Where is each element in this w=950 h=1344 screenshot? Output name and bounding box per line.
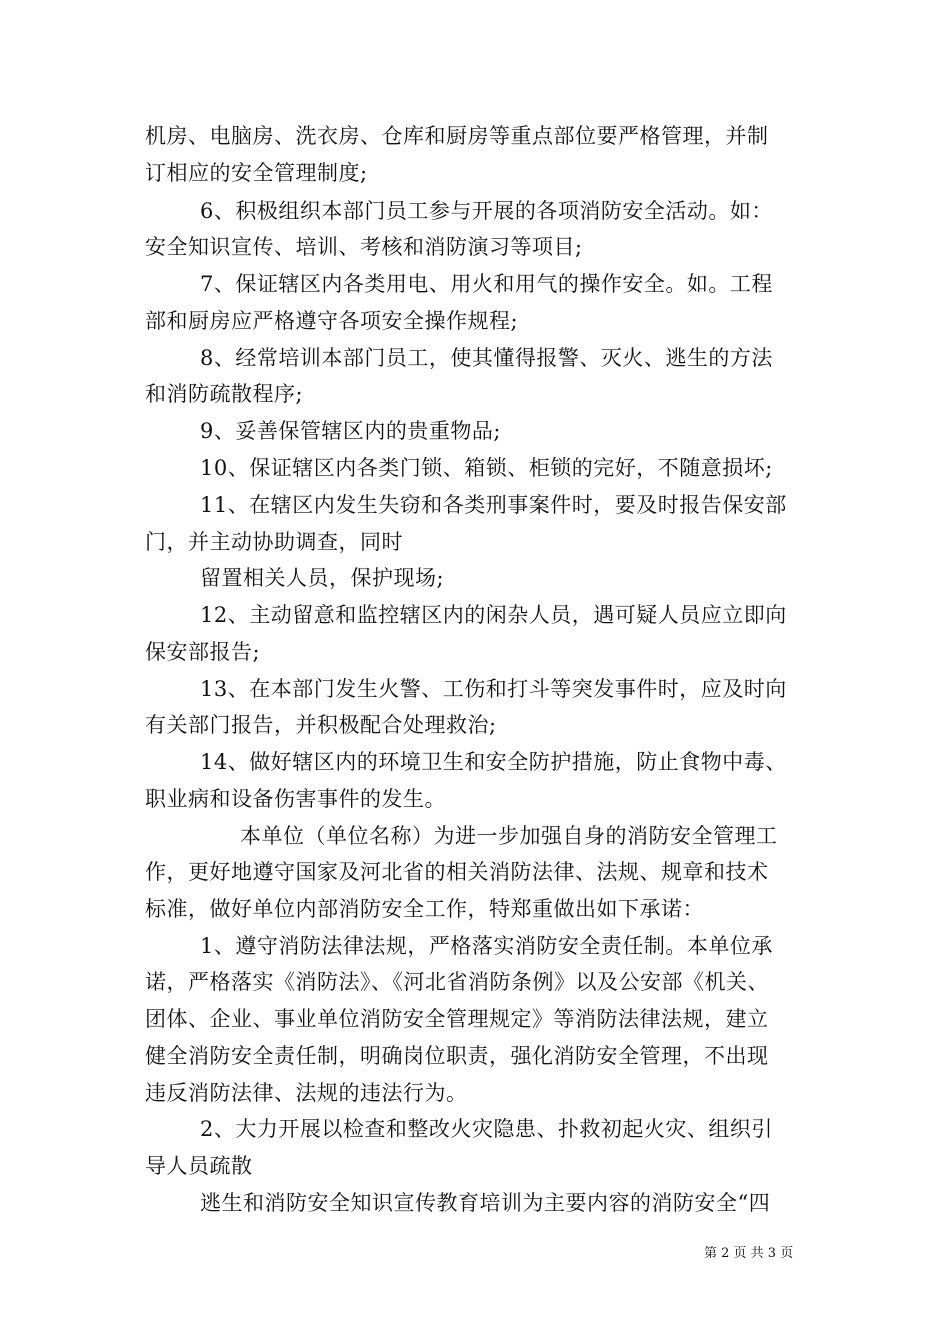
text-line: 导人员疏散 bbox=[145, 1154, 253, 1178]
text-line: 8、经常培训本部门员工，使其懂得报警、灭火、逃生的方法 bbox=[200, 346, 773, 370]
text-line: 13、在本部门发生火警、工伤和打斗等突发事件时，应及时向 bbox=[200, 677, 787, 701]
text-line: 职业病和设备伤害事件的发生。 bbox=[145, 787, 446, 811]
text-line: 12、主动留意和监控辖区内的闲杂人员，遇可疑人员应立即向 bbox=[200, 603, 787, 627]
text-line: 7、保证辖区内各类用电、用火和用气的操作安全。如。工程 bbox=[200, 272, 773, 296]
text-line: 2、大力开展以检查和整改火灾隐患、扑救初起火灾、组织引 bbox=[200, 1117, 773, 1141]
text-line: 6、积极组织本部门员工参与开展的各项消防安全活动。如： bbox=[200, 199, 773, 223]
text-line: 作，更好地遵守国家及河北省的相关消防法律、法规、规章和技术 bbox=[145, 860, 769, 884]
text-line: 团体、企业、事业单位消防安全管理规定》等消防法律法规，建立 bbox=[145, 1007, 769, 1031]
text-line: 9、妥善保管辖区内的贵重物品; bbox=[200, 419, 501, 443]
text-line: 门，并主动协助调查，同时 bbox=[145, 530, 403, 554]
text-line: 和消防疏散程序; bbox=[145, 382, 304, 406]
text-line: 健全消防安全责任制，明确岗位职责，强化消防安全管理，不出现 bbox=[145, 1044, 769, 1068]
page-number: 第 2 页 共 3 页 bbox=[704, 1246, 794, 1261]
text-line: 诺，严格落实《消防法》、《河北省消防条例》以及公安部《机关、 bbox=[145, 970, 769, 994]
text-line: 标准，做好单位内部消防安全工作，特郑重做出如下承诺： bbox=[145, 897, 704, 921]
text-line: 保安部报告; bbox=[145, 640, 261, 664]
text-line: 留置相关人员，保护现场; bbox=[200, 566, 445, 590]
text-line: 逃生和消防安全知识宣传教育培训为主要内容的消防安全“四 bbox=[200, 1191, 771, 1215]
text-line: 1、遵守消防法律法规，严格落实消防安全责任制。本单位承 bbox=[200, 934, 773, 958]
text-line: 有关部门报告，并积极配合处理救治; bbox=[145, 713, 497, 737]
text-line: 机房、电脑房、洗衣房、仓库和厨房等重点部位要严格管理，并制 bbox=[145, 124, 769, 148]
text-line: 违反消防法律、法规的违法行为。 bbox=[145, 1081, 468, 1105]
text-line: 本单位（单位名称）为进一步加强自身的消防安全管理工 bbox=[240, 824, 778, 848]
text-line: 10、保证辖区内各类门锁、箱锁、柜锁的完好，不随意损坏; bbox=[200, 456, 773, 480]
text-line: 订相应的安全管理制度; bbox=[145, 161, 368, 185]
text-line: 14、做好辖区内的环境卫生和安全防护措施，防止食物中毒、 bbox=[200, 750, 787, 774]
text-line: 11、在辖区内发生失窃和各类刑事案件时，要及时报告保安部 bbox=[200, 493, 787, 517]
text-line: 安全知识宣传、培训、考核和消防演习等项目; bbox=[145, 235, 583, 259]
text-line: 部和厨房应严格遵守各项安全操作规程; bbox=[145, 309, 519, 333]
